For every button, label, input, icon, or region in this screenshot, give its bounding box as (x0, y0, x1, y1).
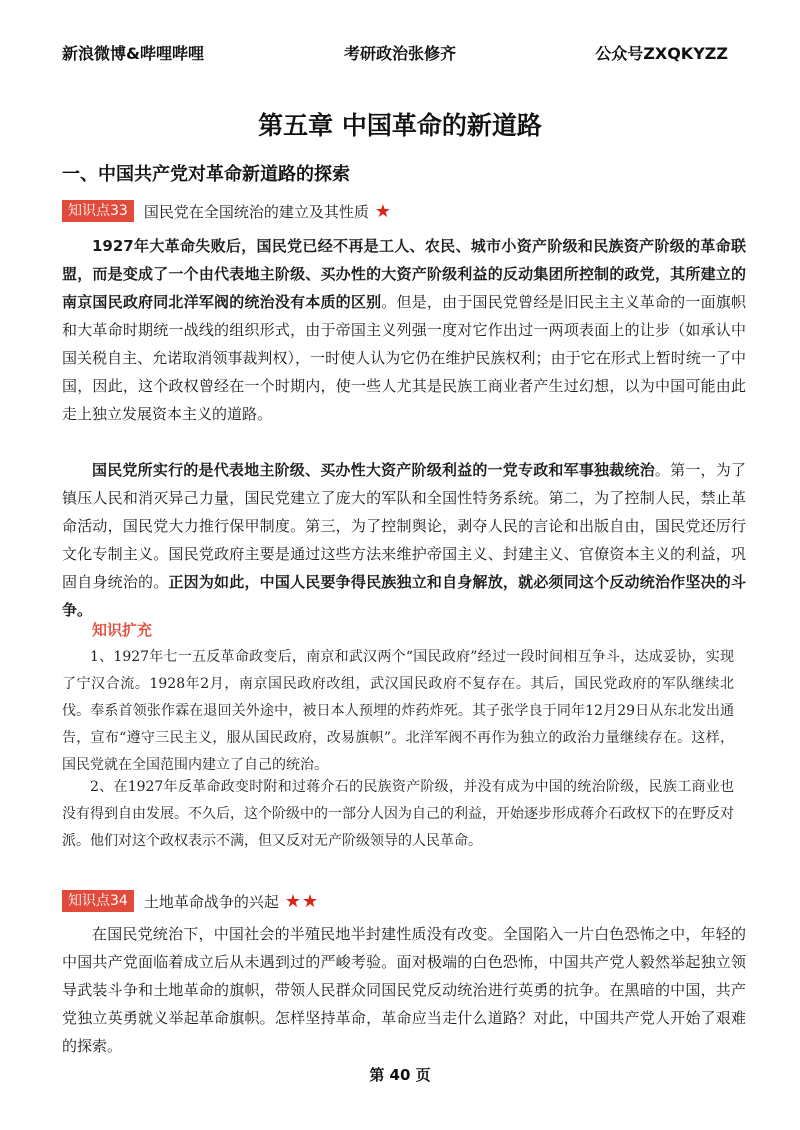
section-title: 一、中国共产党对革命新道路的探索 (62, 164, 350, 185)
star-icon: ★★ (284, 890, 320, 912)
paragraph-3: 在国民党统治下，中国社会的半殖民地半封建性质没有改变。全国陷入一片白色恐怖之中，年轻的中国共产党面临着成立后从未遇到过的严峻考验。面对极端的白色恐怖，中国共产党人毅然举起独立领导武装斗争和土地革命的旗帜，带领人民群众同国民党反动统治进行英勇的抗争。在黑暗的中国，共产党独立英勇就义举起革命旗帜。怎样坚持革命，革命应当走什么道路？对此，中国共产党人开始了艰难的探索。 (62, 925, 746, 1055)
paragraph-1-bold: 1927年大革命失败后，国民党已经不再是工人、农民、城市小资产阶级和民族资产阶级的革命联盟，而是变成了一个由代表地主阶级、买办性的大资产阶级利益的反动集团所控制的政党，其所建立的南京国民政府同北洋军阀的统治没有本质的区别 (62, 237, 746, 311)
paragraph-1 (62, 232, 746, 428)
extension-title: 知识扩充 (92, 621, 153, 639)
page-number: 第 40 页 (369, 1066, 431, 1084)
chapter-title: 第五章 中国革命的新道路 (258, 111, 542, 140)
paragraph-2 (62, 456, 746, 624)
page-header (0, 40, 800, 68)
paragraph-2-bold-conclusion: 正因为如此，中国人民要争得民族独立和自身解放，就必须同这个反动统治作坚决的斗争。 (62, 573, 746, 619)
paragraph-2-normal: 。第一，为了镇压人民和消灭异己力量，国民党建立了庞大的军队和全国性特务系统。第二，为了控制人民，禁止革命活动，国民党大力推行保甲制度。第三，为了控制舆论，剥夺人民的言论和出版自由，国民党还厉行文化专制主义。国民党政府主要是通过这些方法来维护帝国主义、封建主义、官僚资本主义的利益，巩固自身统治的。 (62, 461, 746, 591)
header-right-text: 公众号ZXQKYZZ (595, 44, 728, 63)
knowledge-point-title: 国民党在全国统治的建立及其性质 (143, 202, 369, 221)
extension-item-2: 2、在1927年反革命政变时附和过蒋介石的民族资产阶级，并没有成为中国的统治阶级，民族工商业也没有得到自由发展。不久后，这个阶级中的一部分人因为自己的利益，开始逐步形成蒋介石政权下的在野反对派。他们对这个政权表示不满，但又反对无产阶级领导的人民革命。 (62, 779, 734, 849)
knowledge-point-tag: 知识点33 (62, 200, 134, 222)
knowledge-point-title: 土地革命战争的兴起 (143, 892, 279, 911)
paragraph-1-normal: 。但是，由于国民党曾经是旧民主主义革命的一面旗帜和大革命时期统一战线的组织形式，由于帝国主义列强一度对它作出过一两项表面上的让步（如承认中国关税自主、允诺取消领事裁判权），一时使人认为它仍在维护民族权利；由于它在形式上暂时统一了中国，因此，这个政权曾经在一个时期内，使一些人尤其是民族工商业者产生过幻想，以为中国可能由此走上独立发展资本主义的道路。 (62, 293, 746, 423)
star-icon: ★ (374, 200, 392, 222)
header-left-text: 新浪微博&哔哩哔哩 (62, 44, 204, 63)
header-center-text: 考研政治张修齐 (343, 44, 456, 63)
knowledge-point-tag: 知识点34 (62, 890, 134, 912)
extension-item-1: 1、1927年七一五反革命政变后，南京和武汉两个“国民政府”经过一段时间相互争斗，达成妥协，实现了宁汉合流。1928年2月，南京国民政府改组，武汉国民政府不复存在。其后，国民党政府的军队继续北伐。奉系首领张作霖在退回关外途中，被日本人预埋的炸药炸死。其子张学良于同年12月29日从东北发出通告，宣布“遵守三民主义，服从国民政府，改易旗帜”。北洋军阀不再作为独立的政治力量继续存在。这样，国民党就在全国范围内建立了自己的统治。 (62, 649, 734, 773)
knowledge-point-33-heading (62, 198, 392, 224)
paragraph-2-bold-lead: 国民党所实行的是代表地主阶级、买办性大资产阶级利益的一党专政和军事独裁统治 (92, 461, 655, 479)
knowledge-point-34-heading (62, 888, 319, 914)
